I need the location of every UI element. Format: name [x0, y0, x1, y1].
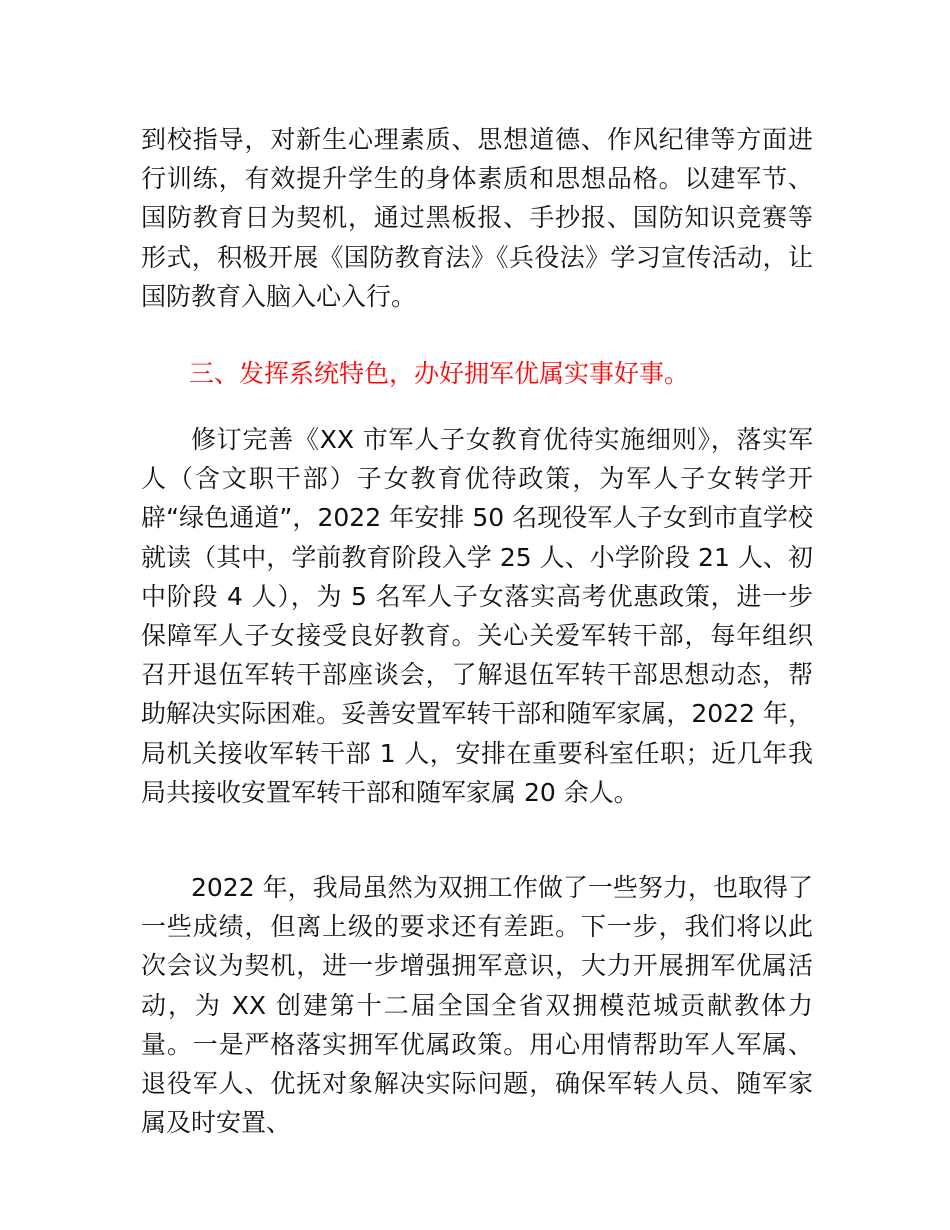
body-paragraph-military-family-support: 修订完善《XX 市军人子女教育优待实施细则》，落实军人（含文职干部）子女教育优待政策，为军人子女转学开辟“绿色通道”，2022 年安排 50 名现役军人子女到市直学校就读（其中，学前教育阶段入学 25 人、小学阶段 21 人、初中阶段 4 人），为 5 名军人子女落实高考优惠政策，进一步保障军人子女接受良好教育。关心关爱军转干部，每年组织召开退伍军转干部座谈会，了解退伍军转干部思想动态，帮助解决实际困难。妥善安置军转干部和随军家属，2022 年，局机关接收军转干部 1 人，安排在重要科室任职；近几年我局共接收安置军转干部和随军家属 20 余人。: [141, 425, 813, 807]
section-heading-3: 三、发挥系统特色，办好拥军优属实事好事。: [189, 359, 690, 388]
body-paragraph-national-defense-education: 到校指导，对新生心理素质、思想道德、作风纪律等方面进行训练，有效提升学生的身体素质和思想品格。以建军节、国防教育日为契机，通过黑板报、手抄报、国防知识竞赛等形式，积极开展《国防教育法》《兵役法》学习宣传活动，让国防教育入脑入心入行。: [141, 125, 813, 311]
body-paragraph-next-steps: 2022 年，我局虽然为双拥工作做了一些努力，也取得了一些成绩，但离上级的要求还有差距。下一步，我们将以此次会议为契机，进一步增强拥军意识，大力开展拥军优属活动，为 XX 创建第十二届全国全省双拥模范城贡献教体力量。一是严格落实拥军优属政策。用心用情帮助军人军属、退役军人、优抚对象解决实际问题，确保军转人员、随军家属及时安置、: [141, 873, 813, 1138]
